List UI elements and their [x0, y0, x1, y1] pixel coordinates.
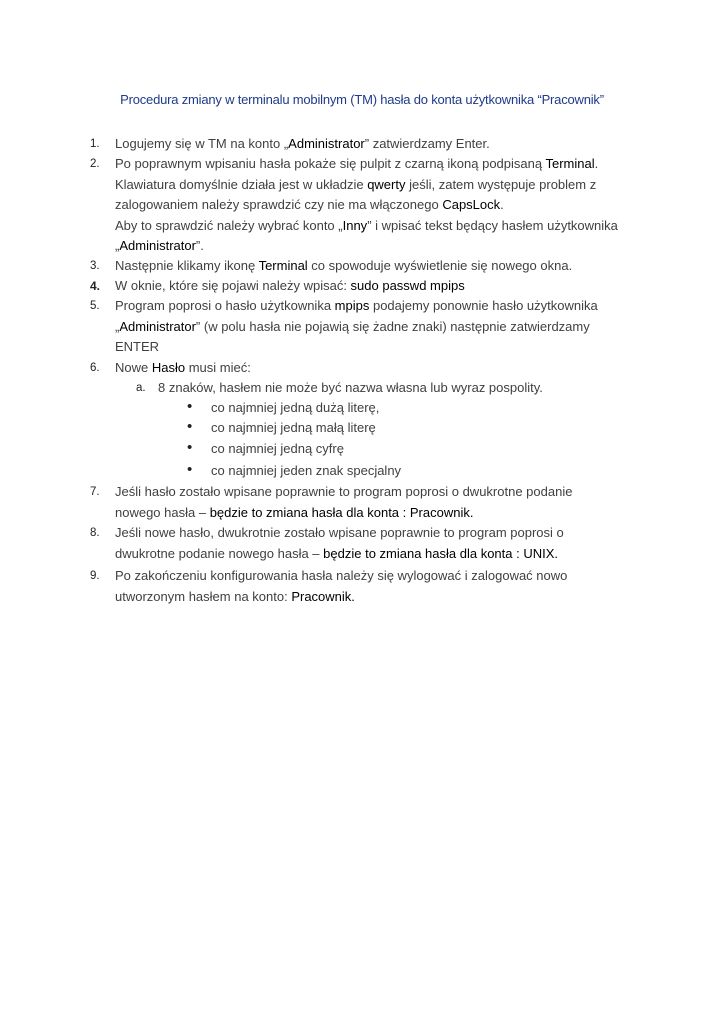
highlighted-term: Administrator [119, 318, 196, 334]
highlighted-term: mpips [334, 298, 370, 313]
highlighted-term: Terminal [545, 156, 595, 171]
bullet-icon: • [187, 398, 193, 415]
highlighted-term: będzie to zmiana hasła dla konta : Pracownik. [209, 504, 474, 520]
text-segment: dwukrotne podanie nowego hasła – [115, 545, 324, 561]
text-segment: Jeśli nowe hasło, dwukrotnie zostało wpisane poprawnie to program poprosi o [115, 525, 564, 540]
text-line [115, 256, 635, 277]
text-segment: Po zakończeniu konfigurowania hasła należy się wylogować i zalogować nowo [115, 568, 568, 583]
text-segment: W oknie, które się pojawi należy wpisać: [115, 278, 351, 293]
list-item-6 [90, 358, 635, 379]
highlighted-term: Administrator [119, 238, 196, 253]
highlighted-term: Inny [342, 217, 368, 233]
text-line [115, 317, 635, 338]
text-segment: ” i wpisać tekst będący hasłem użytkownika [367, 217, 618, 233]
text-segment: Następnie klikamy ikonę [115, 258, 259, 273]
text-line [115, 337, 635, 358]
text-segment: Klawiatura domyślnie działa jest w układzie [115, 176, 368, 192]
document-title: Procedura zmiany w terminalu mobilnym (TM) hasła do konta użytkownika “Pracownik” [120, 92, 604, 107]
list-number: 4. [90, 279, 101, 293]
list-number: 5. [90, 300, 100, 312]
text-line [115, 236, 635, 257]
text-segment: podajemy ponownie hasło użytkownika [369, 298, 598, 313]
text-segment: ENTER [115, 339, 160, 354]
text-segment: ” zatwierdzamy Enter. [364, 136, 490, 151]
text-segment: zalogowaniem należy sprawdzić czy nie ma włączonego [115, 197, 443, 212]
text-segment: ”. [195, 238, 204, 253]
list-number: 3. [90, 260, 100, 272]
bullet-item [187, 439, 344, 459]
bullet-item [187, 398, 380, 418]
highlighted-term: Pracownik. [291, 588, 355, 604]
highlighted-term: będzie to zmiana hasła dla konta : UNIX. [323, 545, 559, 561]
text-segment: . [594, 156, 599, 171]
bullet-text: co najmniej jedną dużą literę, [211, 400, 380, 415]
text-line [115, 523, 635, 544]
text-segment: Logujemy się w TM na konto „ [115, 136, 289, 151]
list-number: 8. [90, 527, 100, 539]
list-item-7 [90, 482, 635, 523]
text-line [115, 175, 635, 196]
list-item-1 [90, 134, 635, 155]
bullet-icon: • [187, 439, 193, 456]
bullet-text: co najmniej jeden znak specjalny [211, 463, 402, 478]
text-segment: . [500, 197, 504, 212]
text-segment: utworzonym hasłem na konto: [115, 588, 292, 604]
bullet-icon: • [187, 418, 193, 435]
text-segment: Aby to sprawdzić należy wybrać konto „ [115, 217, 343, 233]
highlighted-term: Hasło [151, 360, 186, 375]
highlighted-term: CapsLock [442, 197, 501, 212]
bullet-text: co najmniej jedną małą literę [211, 420, 376, 435]
highlighted-term: Terminal [258, 258, 308, 273]
text-line [115, 296, 635, 317]
text-line [115, 195, 635, 216]
text-line [115, 482, 635, 503]
text-segment: Jeśli hasło zostało wpisane poprawnie to program poprosi o dwukrotne podanie [115, 484, 573, 499]
sub-item-a [136, 378, 543, 398]
text-line [115, 154, 635, 175]
text-line [115, 276, 635, 297]
list-item-9 [90, 566, 635, 607]
list-item-2 [90, 154, 635, 257]
bullet-item [187, 418, 376, 438]
text-line [115, 358, 635, 379]
text-segment: jeśli, zatem występuje problem z [405, 176, 597, 192]
text-segment: nowego hasła – [115, 504, 210, 520]
text-segment: musi mieć: [185, 360, 251, 375]
bullet-item [187, 461, 402, 481]
text-segment: Po poprawnym wpisaniu hasła pokaże się pulpit z czarną ikoną podpisaną [115, 156, 546, 171]
highlighted-term: sudo passwd mpips [350, 278, 465, 293]
highlighted-term: Administrator [288, 136, 365, 151]
text-line [115, 587, 635, 608]
list-number: 1. [90, 138, 100, 150]
sub-item-text: 8 znaków, hasłem nie może być nazwa własna lub wyraz pospolity. [158, 380, 543, 395]
list-number: 9. [90, 570, 100, 582]
text-line [115, 544, 635, 565]
highlighted-term: qwerty [367, 176, 406, 192]
bullet-icon: • [187, 461, 193, 478]
text-segment: Nowe [115, 360, 152, 375]
text-segment: ” (w polu hasła nie pojawią się żadne znaki) następnie zatwierdzamy [195, 318, 590, 334]
list-item-3 [90, 256, 635, 277]
list-item-4 [90, 276, 635, 297]
text-segment: co spowoduje wyświetlenie się nowego okna. [307, 258, 573, 273]
text-line [115, 503, 635, 524]
list-item-5 [90, 296, 635, 358]
list-item-8 [90, 523, 635, 564]
list-number: 2. [90, 158, 100, 170]
list-number: 7. [90, 486, 100, 498]
text-segment: „ [115, 318, 120, 334]
text-line [115, 216, 635, 237]
text-line [115, 134, 635, 155]
list-number: 6. [90, 362, 100, 374]
text-segment: „ [115, 238, 120, 253]
bullet-text: co najmniej jedną cyfrę [211, 441, 344, 456]
text-line [115, 566, 635, 587]
text-segment: Program poprosi o hasło użytkownika [115, 298, 335, 313]
sub-item-label: a. [136, 382, 146, 394]
